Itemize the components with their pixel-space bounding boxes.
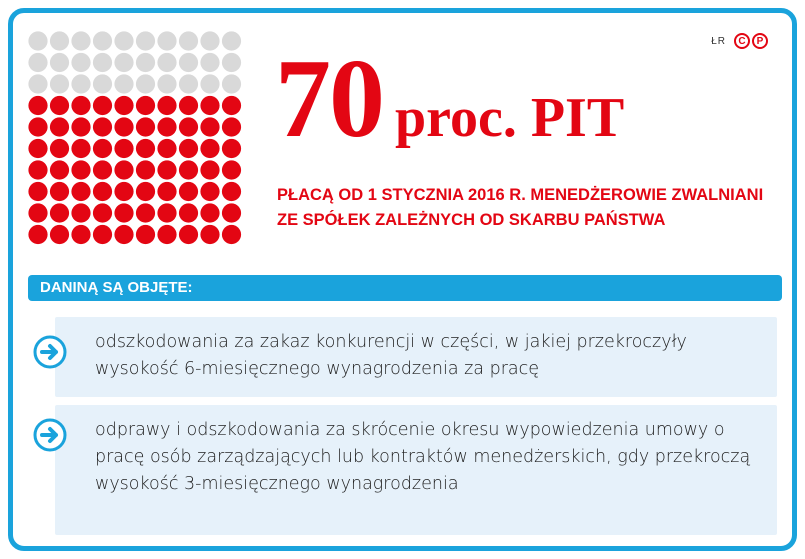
dot-highlighted [200, 225, 219, 244]
dot-highlighted [179, 160, 198, 179]
dot-highlighted [179, 225, 198, 244]
list-item-text: odszkodowania za zakaz konkurencji w części, w jakiej przekroczyły wysokość 6-miesięcznego wynagrodzenia za pracę [95, 332, 687, 379]
dot-highlighted [28, 139, 47, 158]
dot-highlighted [179, 182, 198, 201]
dot-highlighted [179, 96, 198, 115]
list-item [55, 405, 777, 535]
dot-base [200, 31, 219, 50]
dot-highlighted [157, 225, 176, 244]
dot-highlighted [179, 203, 198, 222]
list-item-text: odprawy i odszkodowania za skrócenie okresu wypowiedzenia umowy o pracę osób zarządzających lub kontraktów menedżerskich, gdy przekroczą wysokość 3-miesięcznego wynagrodzenia [95, 420, 751, 494]
dot-highlighted [114, 160, 133, 179]
dot-base [157, 53, 176, 72]
credit [711, 33, 768, 49]
dot-highlighted [222, 117, 241, 136]
publisher-logo-letter: C [734, 33, 750, 49]
dot-highlighted [136, 182, 155, 201]
dot-highlighted [222, 225, 241, 244]
dot-highlighted [157, 117, 176, 136]
dot-highlighted [28, 117, 47, 136]
headline-label: proc. PIT [395, 87, 625, 149]
dot-highlighted [93, 182, 112, 201]
dot-highlighted [157, 96, 176, 115]
dot-highlighted [71, 160, 90, 179]
dot-base [28, 31, 47, 50]
dot-highlighted [157, 139, 176, 158]
dot-highlighted [200, 160, 219, 179]
arrow-right-circle-icon [33, 335, 67, 369]
dot-highlighted [71, 203, 90, 222]
dot-base [200, 53, 219, 72]
dot-highlighted [114, 182, 133, 201]
dot-highlighted [114, 225, 133, 244]
dot-base [93, 53, 112, 72]
dot-highlighted [222, 160, 241, 179]
dot-highlighted [50, 96, 69, 115]
dot-highlighted [200, 182, 219, 201]
dot-base [71, 74, 90, 93]
dot-highlighted [222, 96, 241, 115]
dot-base [50, 74, 69, 93]
dot-highlighted [28, 203, 47, 222]
dot-highlighted [50, 203, 69, 222]
dot-highlighted [93, 160, 112, 179]
dot-highlighted [157, 203, 176, 222]
dot-base [114, 31, 133, 50]
dot-highlighted [71, 139, 90, 158]
dot-base [28, 53, 47, 72]
dot-base [222, 31, 241, 50]
dot-highlighted [136, 139, 155, 158]
dot-highlighted [200, 139, 219, 158]
dot-highlighted [136, 96, 155, 115]
dot-base [50, 31, 69, 50]
subheadline: PŁACĄ OD 1 STYCZNIA 2016 R. MENEDŻEROWIE ZWALNIANI ZE SPÓŁEK ZALEŻNYCH OD SKARBU PAŃSTWA [277, 186, 764, 229]
dot-highlighted [222, 182, 241, 201]
dot-base [136, 53, 155, 72]
section-header [28, 275, 782, 301]
section-title: DANINĄ SĄ OBJĘTE: [40, 279, 193, 296]
dot-base [93, 74, 112, 93]
dot-highlighted [200, 117, 219, 136]
dot-highlighted [50, 182, 69, 201]
dot-highlighted [179, 139, 198, 158]
dot-highlighted [50, 139, 69, 158]
dot-highlighted [136, 160, 155, 179]
dot-base [222, 74, 241, 93]
dot-base [200, 74, 219, 93]
dot-base [114, 53, 133, 72]
dot-highlighted [136, 203, 155, 222]
percentage-dot-grid [28, 31, 243, 251]
dot-base [114, 74, 133, 93]
dot-highlighted [71, 225, 90, 244]
publisher-logo-letter: P [752, 33, 768, 49]
infographic-card [8, 8, 797, 551]
dot-highlighted [93, 225, 112, 244]
dot-highlighted [93, 96, 112, 115]
dot-base [136, 74, 155, 93]
dot-base [93, 31, 112, 50]
dot-highlighted [93, 117, 112, 136]
dot-highlighted [200, 203, 219, 222]
list-item [55, 317, 777, 397]
dot-highlighted [157, 160, 176, 179]
dot-highlighted [114, 117, 133, 136]
arrow-right-circle-icon [33, 418, 67, 452]
headline-number: 70 [275, 37, 383, 161]
dot-highlighted [71, 182, 90, 201]
dot-highlighted [114, 203, 133, 222]
dot-base [179, 74, 198, 93]
dot-highlighted [28, 225, 47, 244]
credit-author: ŁR [711, 35, 726, 47]
dot-base [157, 74, 176, 93]
dot-highlighted [50, 225, 69, 244]
dot-highlighted [222, 139, 241, 158]
dot-highlighted [28, 182, 47, 201]
dot-highlighted [114, 96, 133, 115]
dot-highlighted [28, 160, 47, 179]
dot-base [222, 53, 241, 72]
dot-base [71, 53, 90, 72]
dot-highlighted [50, 160, 69, 179]
dot-highlighted [222, 203, 241, 222]
dot-base [179, 31, 198, 50]
dot-highlighted [179, 117, 198, 136]
dot-highlighted [93, 139, 112, 158]
dot-highlighted [114, 139, 133, 158]
dot-highlighted [50, 117, 69, 136]
dot-base [71, 31, 90, 50]
dot-base [50, 53, 69, 72]
dot-highlighted [157, 182, 176, 201]
dot-highlighted [28, 96, 47, 115]
publisher-logo [734, 33, 768, 49]
headline [275, 37, 625, 161]
dot-highlighted [136, 117, 155, 136]
dot-base [28, 74, 47, 93]
dot-highlighted [71, 117, 90, 136]
dot-base [157, 31, 176, 50]
dot-base [179, 53, 198, 72]
dot-highlighted [93, 203, 112, 222]
dot-highlighted [200, 96, 219, 115]
dot-highlighted [136, 225, 155, 244]
dot-base [136, 31, 155, 50]
dot-highlighted [71, 96, 90, 115]
